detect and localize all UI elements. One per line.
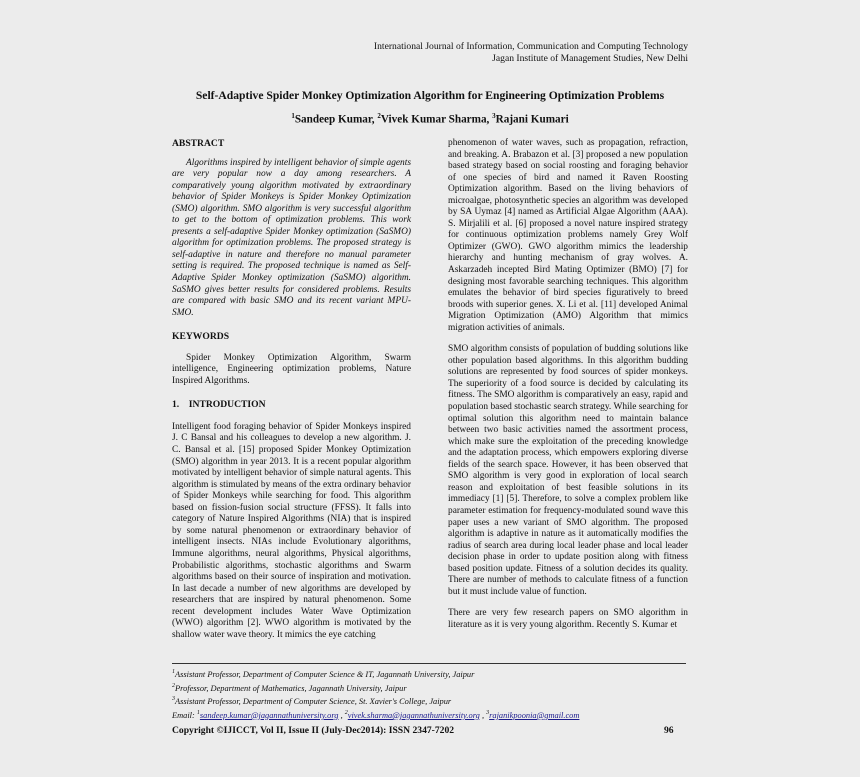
author-name: Rajani Kumari: [495, 113, 569, 126]
page-number: 96: [664, 725, 674, 736]
introduction-text: Intelligent food foraging behavior of Spider Monkeys inspired J. C Bansal and his colleagues to develop a new algorithm. J. C. Bansal et al. [15] proposed Spider Monkey Optimization (SMO) algorithm in year 2013. It is a recent popular algorithm motivated by intelligent behavior of simple natural agents. This algorithm is stimulated by means of the extra ordinary behavior of Spider Monkeys while searching for food. This algorithm based on fission-fusion social structure (FFSS). It falls into category of Nature Inspired Algorithms (NIA) that is inspired by some natural phenomenon or extraordinary behavior of intelligent insects. NIAs include Evolutionary algorithms, Immune algorithms, neural algorithms, Physical algorithms, Probabilistic algorithms, stochastic algorithms and Swarm algorithms based on their source of inspiration and motivation. In last decade a number of new algorithms are developed by researchers that are inspired by natural phenomenon. Some recent development includes Water Wave Optimization (WWO) algorithm [2]. WWO algorithm is motivated by the shallow water wave theory. It mimics the eye catching: [172, 421, 411, 640]
email-link[interactable]: rajanikpoonia@gmail.com: [489, 710, 580, 720]
footnote-emails: [172, 708, 692, 722]
email-separator: ,: [479, 710, 487, 720]
authors-line: [0, 112, 860, 126]
footer-copyright: Copyright ©IJICCT, Vol II, Issue II (July-Dec2014): ISSN 2347-7202: [172, 725, 455, 736]
footnote-marker: 3: [172, 696, 175, 703]
footnote-affiliation: [172, 667, 692, 681]
author-name: Sandeep Kumar,: [294, 113, 378, 126]
keywords-text: Spider Monkey Optimization Algorithm, Swarm intelligence, Engineering optimization problems, Nature Inspired Algorithms.: [172, 352, 411, 386]
footnote-marker: 1: [196, 709, 200, 716]
body-paragraph: phenomenon of water waves, such as propagation, refraction, and breaking. A. Brabazon et al. [3] proposed a new population based strategy based on social roosting and foraging behavior of one species of bird and named it Raven Roosting Optimization algorithm. Based on the living behaviors of microalgae, photosynthetic species an algorithm was developed by SA Uymaz [4] named as Artificial Algae Algorithm (AAA). S. Mirjalili et al. [6] proposed a novel nature inspired strategy for continuous optimization problems namely Grey Wolf Optimizer (GWO). GWO algorithm mimics the leadership hierarchy and hunting mechanism of gray wolves. A. Askarzadeh incepted Bird Mating Optimizer (BMO) [7] for designing most favorable searching techniques. This algorithm emulates the behavior of bird species figuratively to breed broods with superior genes. X. Li et al. [11] developed Animal Migration Optimization (AMO) Algorithm that mimics migration activities of animals.: [448, 138, 688, 333]
abstract-heading: ABSTRACT: [172, 138, 225, 149]
introduction-heading: 1. INTRODUCTION: [172, 399, 266, 411]
right-column: [448, 138, 688, 631]
footnote-affiliation: [172, 694, 692, 708]
email-link[interactable]: sandeep.kumar@jagannathuniversity.org: [199, 710, 339, 720]
email-label: Email:: [172, 710, 197, 720]
footnote-text: Assistant Professor, Department of Computer Science & IT, Jagannath University, Jaipur: [175, 669, 475, 679]
author-name: Vivek Kumar Sharma,: [380, 113, 493, 126]
footnote-text: Assistant Professor, Department of Computer Science, St. Xavier's College, Jaipur: [175, 696, 452, 706]
footnote-affiliation: [172, 681, 692, 695]
author-marker: 2: [377, 112, 381, 120]
institute-name: Jagan Institute of Management Studies, New Delhi: [492, 53, 688, 64]
body-paragraph: SMO algorithm consists of population of budding solutions like other population based algorithms. In this algorithm budding solutions are represented by food sources of spider monkeys. The superiority of a food source is decided by calculating its fitness. The SMO algorithm is comparatively an easy, rapid and population based stochastic search strategy. While searching for optimal solution this algorithm need to maintain balance between two basic activities named the assortment process, which make sure the exploitation of the preceding knowledge and the adaptation process, which empowers exploring diverse fields of the search space. However, it has been observed that SMO algorithm is very good in exploration of local search reason and exploitation of best feasible solutions in its immediacy [1] [5]. Therefore, to solve a complex problem like parameter estimation for frequency-modulated sound wave this paper uses a new variant of SMO algorithm. The proposed algorithm is adaptive in nature as it automatically modifies the radius of search area during local leader phase and local leader decision phase in order to update position along with fitness based position update. Fitness of a solution decides its quality. There are number of methods to calculate fitness of a function but it must include value of function.: [448, 344, 688, 597]
author-marker: 3: [492, 112, 496, 120]
footnote-text: Professor, Department of Mathematics, Jagannath University, Jaipur: [175, 683, 407, 693]
email-separator: ,: [338, 710, 345, 720]
footnote-marker: 3: [486, 709, 490, 716]
abstract-text: Algorithms inspired by intelligent behavior of simple agents are very popular now a day among researchers. A comparatively young algorithm motivated by extraordinary behavior of Spider Monkeys is Spider Monkey Optimization (SMO) algorithm. SMO algorithm is very successful algorithm to get to the bottom of optimization problems. This work presents a self-adaptive Spider Monkey optimization (SaSMO) algorithm for optimization problems. The proposed strategy is self-adaptive in nature and therefore no manual parameter setting is required. The proposed technique is named as Self-Adaptive Spider Monkey optimization (SaSMO) algorithm. SaSMO gives better results for considered problems. Results are compared with basic SMO and its recent variant MPU-SMO.: [172, 157, 411, 318]
journal-name: International Journal of Information, Communication and Computing Technology: [373, 41, 688, 52]
body-paragraph: There are very few research papers on SMO algorithm in literature as it is very young algorithm. Recently S. Kumar et: [448, 608, 688, 630]
paper-title: Self-Adaptive Spider Monkey Optimization Algorithm for Engineering Optimization Problems: [195, 89, 665, 102]
left-column: [172, 138, 411, 641]
footnote-marker: 1: [172, 669, 175, 675]
footnote-divider: [172, 663, 686, 664]
footnote-marker: 2: [344, 709, 348, 716]
email-link[interactable]: vivek.sharma@jagannathuniversity.org: [347, 710, 480, 720]
footnote-marker: 2: [172, 682, 175, 689]
footnotes: [172, 667, 692, 721]
keywords-heading: KEYWORDS: [172, 331, 230, 343]
author-marker: 1: [291, 112, 295, 120]
